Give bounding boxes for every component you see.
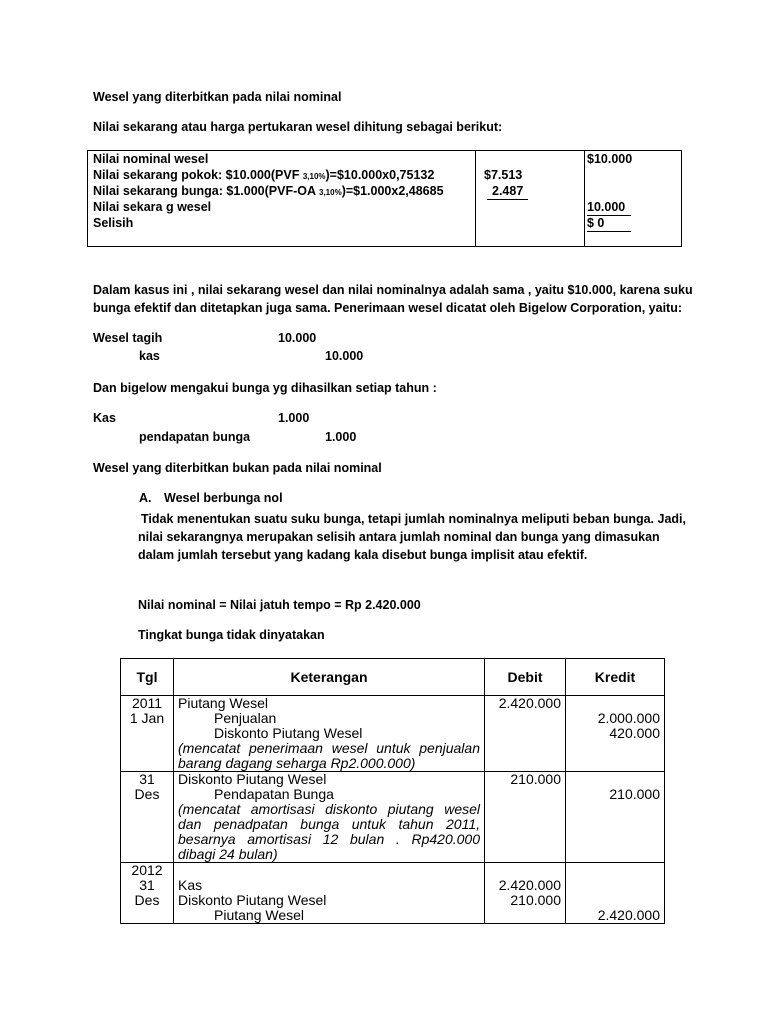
heading-non-nominal: Wesel yang diterbitkan bukan pada nilai nominal xyxy=(93,461,382,475)
journal-credit-account: kas xyxy=(139,349,160,363)
value-pokok: $7.513 xyxy=(484,168,523,182)
cell-kredit: 2.420.000 xyxy=(566,863,665,924)
journal-credit-amount: 10.000 xyxy=(325,349,364,363)
table-row xyxy=(121,772,665,863)
cell-tgl: 31 Des xyxy=(121,772,174,863)
cell-debit: 2.420.000 210.000 xyxy=(485,863,566,924)
paragraph-line: nilai sekarangnya merupakan selisih antara jumlah nominal dan bunga yang dimasukan xyxy=(138,530,660,544)
cell-tgl: 2011 1 Jan xyxy=(121,696,174,772)
cell-debit: 2.420.000 xyxy=(485,696,566,772)
journal-credit-account: pendapatan bunga xyxy=(139,430,251,444)
intro-text: Nilai sekarang atau harga pertukaran wesel dihitung sebagai berikut: xyxy=(93,120,503,134)
cell-keterangan: Kas Diskonto Piutang Wesel Piutang Wesel xyxy=(174,863,485,924)
journal-debit-amount: 1.000 xyxy=(278,411,310,425)
journal-credit-amount: 1.000 xyxy=(325,430,357,444)
table-row xyxy=(121,696,665,772)
table-divider xyxy=(475,151,476,246)
section-label: A. xyxy=(139,491,152,505)
journal-table xyxy=(120,658,665,924)
row-nilai-sekarang-wesel: Nilai sekara g wesel xyxy=(93,200,212,214)
journal-debit-account: Kas xyxy=(93,411,116,425)
paragraph-line: Dalam kasus ini , nilai sekarang wesel dan nilai nominalnya adalah sama , yaitu $10.000, karena suku xyxy=(93,283,693,297)
value-selisih: $ 0 xyxy=(587,215,631,232)
nominal-value-line: Nilai nominal = Nilai jatuh tempo = Rp 2.420.000 xyxy=(138,598,421,612)
row-selisih: Selisih xyxy=(93,216,134,230)
row-nilai-sekarang-bunga: Nilai sekarang bunga: $1.000(PVF-OA 3,10%)=$1.000x2,48685 xyxy=(93,184,444,198)
table-divider xyxy=(584,151,585,246)
row-nilai-nominal: Nilai nominal wesel xyxy=(93,152,209,166)
paragraph-line: Tidak menentukan suatu suku bunga, tetapi jumlah nominalnya meliputi beban bunga. Jadi, xyxy=(141,512,686,526)
journal-debit-amount: 10.000 xyxy=(278,331,317,345)
table-row xyxy=(121,863,665,924)
journal-debit-account: Wesel tagih xyxy=(93,331,163,345)
cell-keterangan: Piutang Wesel Penjualan Diskonto Piutang Wesel (mencatat penerimaan wesel untuk penjualan barang dagang seharga Rp2.000.000) xyxy=(174,696,485,772)
value-bunga: 2.487 xyxy=(487,183,528,200)
header-tgl: Tgl xyxy=(121,659,174,696)
header-keterangan: Keterangan xyxy=(174,659,485,696)
present-value-table xyxy=(87,150,682,247)
interest-rate-line: Tingkat bunga tidak dinyatakan xyxy=(138,628,325,642)
paragraph-line: bunga efektif dan ditetapkan juga sama. Penerimaan wesel dicatat oleh Bigelow Corporation, yaitu: xyxy=(93,301,683,315)
cell-kredit: 210.000 xyxy=(566,772,665,863)
cell-tgl: 2012 31 Des xyxy=(121,863,174,924)
table-header-row xyxy=(121,659,665,696)
header-debit: Debit xyxy=(485,659,566,696)
value-present: 10.000 xyxy=(587,199,631,216)
header-kredit: Kredit xyxy=(566,659,665,696)
value-nominal: $10.000 xyxy=(587,152,633,166)
paragraph-line: Dan bigelow mengakui bunga yg dihasilkan setiap tahun : xyxy=(93,381,437,395)
heading-nominal: Wesel yang diterbitkan pada nilai nominal xyxy=(93,90,342,104)
row-nilai-sekarang-pokok: Nilai sekarang pokok: $10.000(PVF 3,10%)=$10.000x0,75132 xyxy=(93,168,435,182)
cell-keterangan: Diskonto Piutang Wesel Pendapatan Bunga (mencatat amortisasi diskonto piutang wesel dan penadpatan bunga untuk tahun 2011, besarnya amortisasi 12 bulan . Rp420.000 dibagi 24 bulan) xyxy=(174,772,485,863)
cell-kredit: 2.000.000 420.000 xyxy=(566,696,665,772)
cell-debit: 210.000 xyxy=(485,772,566,863)
paragraph-line: dalam jumlah tersebut yang kadang kala disebut bunga implisit atau efektif. xyxy=(138,548,588,562)
section-title: Wesel berbunga nol xyxy=(164,491,283,505)
